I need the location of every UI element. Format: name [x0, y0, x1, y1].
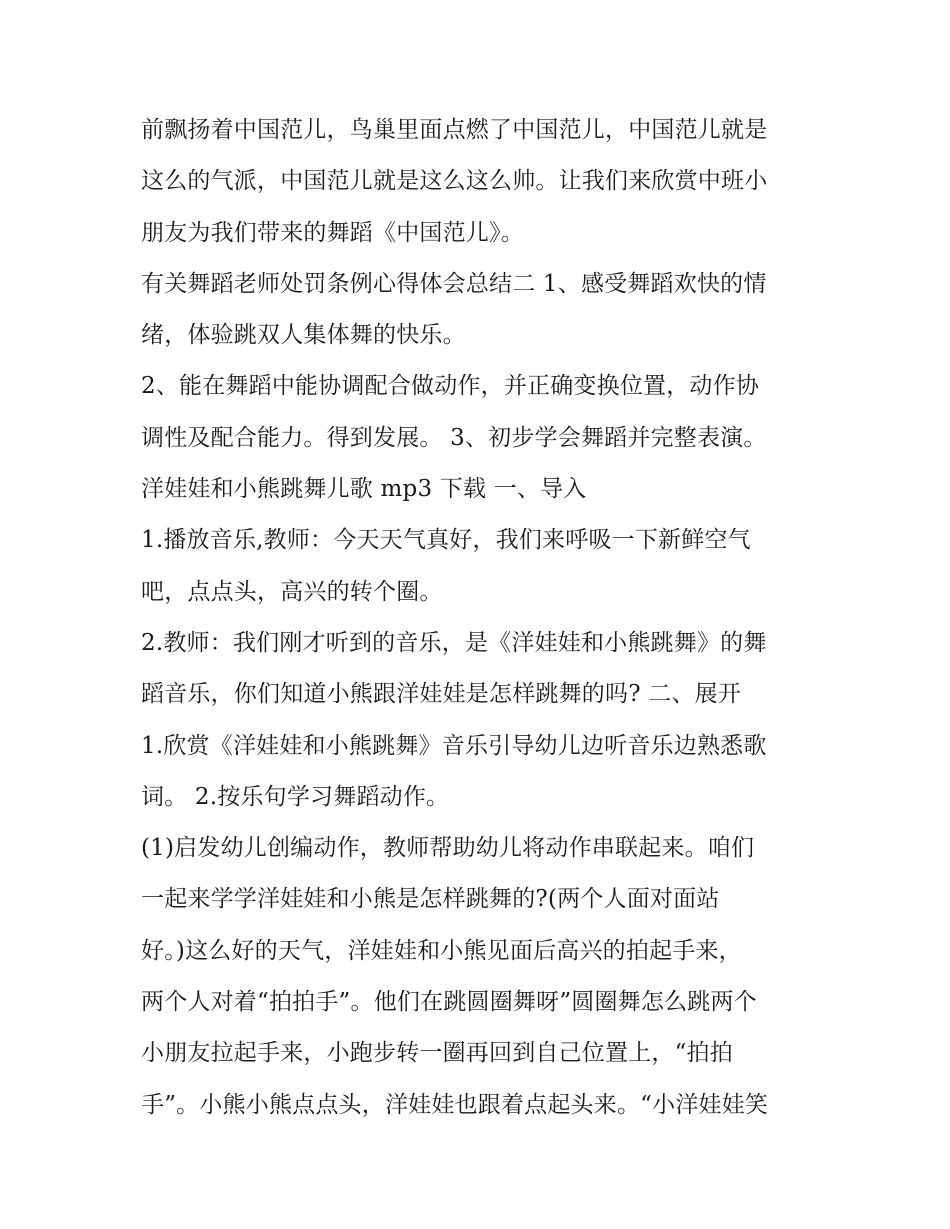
text-line: 洋娃娃和小熊跳舞儿歌 mp3 下载 一、导入 — [141, 476, 587, 503]
text-line: 1.播放音乐,教师：今天天气真好，我们来呼吸一下新鲜空气 — [141, 527, 751, 554]
text-line: 2.教师：我们刚才听到的音乐，是《洋娃娃和小熊跳舞》的舞 — [141, 629, 767, 656]
body-text — [141, 105, 821, 1131]
text-line: 1.欣赏《洋娃娃和小熊跳舞》音乐引导幼儿边听音乐边熟悉歌 — [141, 732, 767, 759]
text-line: 一起来学学洋娃娃和小熊是怎样跳舞的?(两个人面对面站 — [141, 886, 720, 913]
text-line: 小朋友拉起手来，小跑步转一圈再回到自己位置上，“拍拍 — [141, 1040, 733, 1067]
text-line: 有关舞蹈老师处罚条例心得体会总结二 1、感受舞蹈欢快的情 — [141, 270, 767, 297]
text-line: 这么的气派，中国范儿就是这么这么帅。让我们来欣赏中班小 — [141, 168, 768, 195]
text-line: 前飘扬着中国范儿，鸟巢里面点燃了中国范儿，中国范儿就是 — [141, 117, 768, 143]
text-line: 朋友为我们带来的舞蹈《中国范儿》。 — [141, 219, 524, 246]
text-line: 两个人对着“拍拍手”。他们在跳圆圈舞呀”圆圈舞怎么跳两个 — [141, 989, 757, 1016]
text-line: 手”。小熊小熊点点头，洋娃娃也跟着点起头来。“小洋娃娃笑 — [141, 1091, 769, 1118]
text-line: (1)启发幼儿创编动作，教师帮助幼儿将动作串联起来。咱们 — [141, 835, 755, 862]
text-line: 调性及配合能力。得到发展。 3、初步学会舞蹈并完整表演。 — [141, 424, 767, 451]
text-line: 蹈音乐，你们知道小熊跟洋娃娃是怎样跳舞的吗? 二、展开 — [141, 681, 742, 708]
text-line: 绪，体验跳双人集体舞的快乐。 — [141, 322, 466, 349]
text-line: 2、能在舞蹈中能协调配合做动作，并正确变换位置，动作协 — [141, 373, 760, 400]
text-line: 好。)这么好的天气，洋娃娃和小熊见面后高兴的拍起手来， — [141, 937, 742, 964]
text-line: 词。 2.按乐句学习舞蹈动作。 — [141, 783, 450, 810]
text-line: 吧，点点头，高兴的转个圈。 — [141, 578, 443, 605]
